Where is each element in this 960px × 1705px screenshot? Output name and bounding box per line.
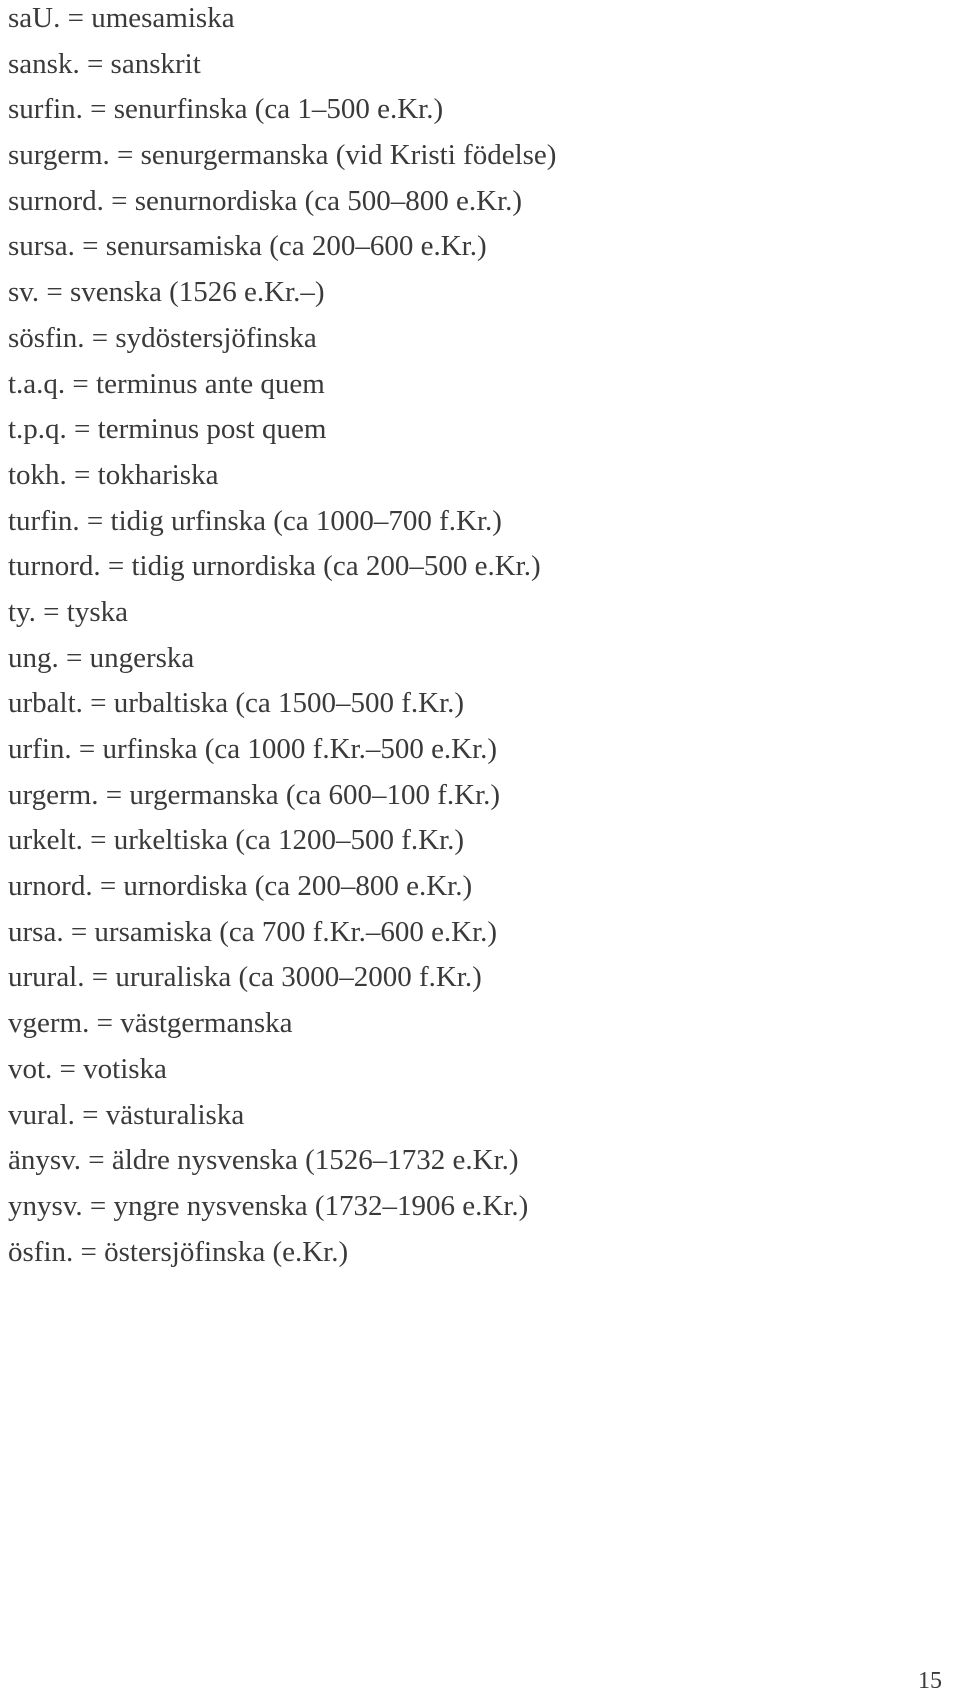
abbreviation-entry: surfin. = senurfinska (ca 1–500 e.Kr.) — [8, 93, 444, 126]
abbreviation-entry: ty. = tyska — [8, 595, 128, 628]
abbreviation-entry: sursa. = senursamiska (ca 200–600 e.Kr.) — [8, 230, 487, 263]
abbreviation-entry: urbalt. = urbaltiska (ca 1500–500 f.Kr.) — [8, 687, 465, 720]
abbreviation-entry: vot. = votiska — [8, 1052, 167, 1085]
abbreviation-entry: ursa. = ursamiska (ca 700 f.Kr.–600 e.Kr.) — [8, 915, 498, 948]
abbreviation-entry: turfin. = tidig urfinska (ca 1000–700 f.Kr.) — [8, 504, 502, 537]
abbreviation-entry: vural. = västuraliska — [8, 1098, 245, 1131]
abbreviation-entry: t.a.q. = terminus ante quem — [8, 367, 325, 400]
abbreviation-entry: saU. = umesamiska — [8, 2, 235, 34]
abbreviation-entry: t.p.q. = terminus post quem — [8, 413, 327, 446]
abbreviation-entry: sansk. = sanskrit — [8, 47, 201, 80]
abbreviation-entry: urnord. = urnordiska (ca 200–800 e.Kr.) — [8, 870, 473, 903]
abbreviation-entry: surnord. = senurnordiska (ca 500–800 e.Kr.) — [8, 184, 523, 217]
abbreviation-entry: sösfin. = sydöstersjöfinska — [8, 321, 317, 354]
abbreviation-entry: ösfin. = östersjöfinska (e.Kr.) — [8, 1235, 349, 1268]
abbreviation-list — [8, 0, 556, 1275]
abbreviation-entry: sv. = svenska (1526 e.Kr.–) — [8, 276, 325, 309]
page-number: 15 — [918, 1668, 942, 1694]
abbreviation-entry: tokh. = tokhariska — [8, 458, 219, 491]
abbreviation-entry: ung. = ungerska — [8, 641, 195, 674]
abbreviation-entry: vgerm. = västgermanska — [8, 1007, 293, 1040]
abbreviation-entry: urkelt. = urkeltiska (ca 1200–500 f.Kr.) — [8, 824, 465, 857]
abbreviation-entry: urgerm. = urgermanska (ca 600–100 f.Kr.) — [8, 778, 501, 811]
abbreviation-entry: urural. = ururaliska (ca 3000–2000 f.Kr.) — [8, 961, 482, 994]
abbreviation-entry: urfin. = urfinska (ca 1000 f.Kr.–500 e.Kr.) — [8, 733, 498, 765]
abbreviation-entry: änysv. = äldre nysvenska (1526–1732 e.Kr.) — [8, 1144, 519, 1177]
abbreviation-entry: ynysv. = yngre nysvenska (1732–1906 e.Kr.) — [8, 1189, 529, 1222]
abbreviation-entry: turnord. = tidig urnordiska (ca 200–500 e.Kr.) — [8, 550, 541, 583]
abbreviation-entry: surgerm. = senurgermanska (vid Kristi födelse) — [8, 139, 557, 172]
